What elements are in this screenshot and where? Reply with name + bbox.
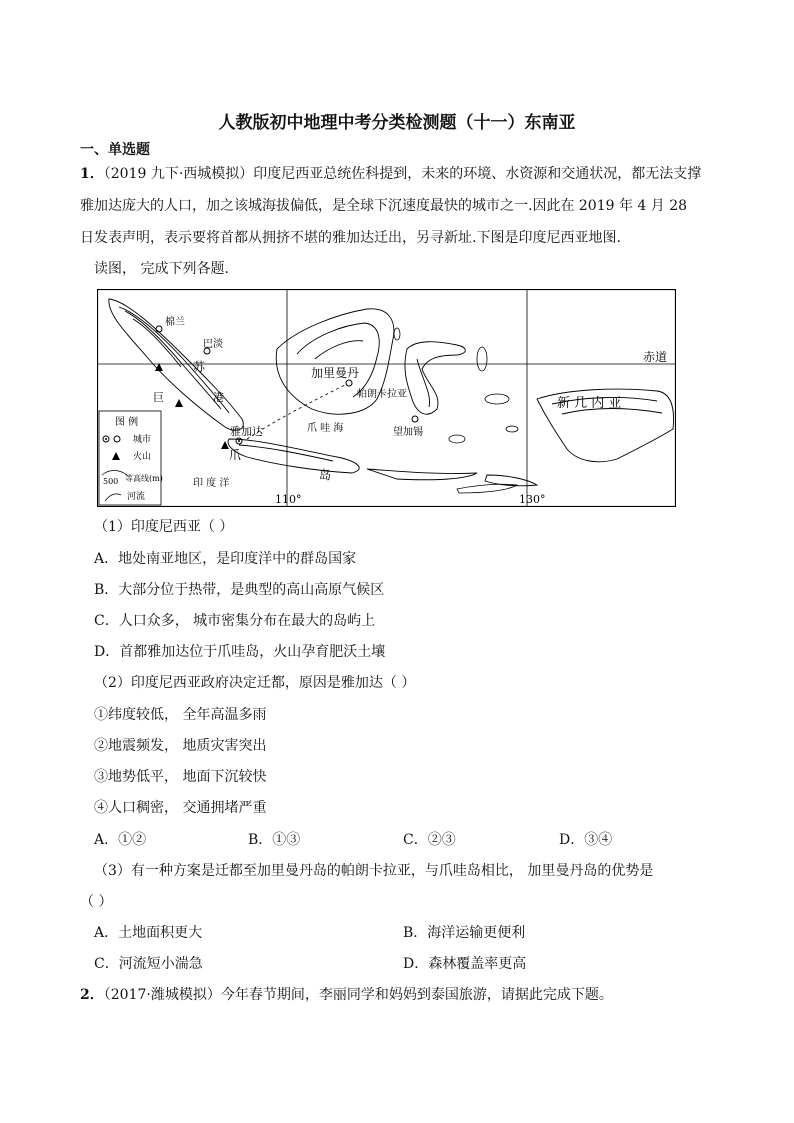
legend-contour-value: 500: [103, 477, 119, 486]
option-2c: C．②③: [403, 832, 456, 848]
sub-question-2-stem: （2）印度尼西亚政府决定迁都，原因是雅加达（ ）: [94, 675, 416, 691]
question-number: 2．: [80, 987, 104, 1003]
sumatra-su-label: 苏: [193, 360, 206, 374]
statement-3: ③地势低平， 地面下沉较快: [94, 769, 267, 785]
legend-contour-label: 等高线(m): [125, 474, 163, 483]
statement-4: ④人口稠密， 交通拥堵严重: [94, 800, 267, 816]
option-2b: B．①③: [248, 832, 301, 848]
question-text: 今年春节期间，李丽同学和妈妈到泰国旅游，请据此完成下题。: [220, 987, 613, 1003]
question-source: （2017·潍城模拟）: [103, 987, 221, 1003]
question-intro: 印度尼西亚总统佐科提到，未来的环境、水资源和交通状况，都无法支撑: [253, 166, 702, 182]
option-2d: D．③④: [559, 832, 613, 848]
new-guinea-label: 新 几 内 亚: [557, 396, 622, 411]
java-dao-label: 岛: [319, 468, 332, 482]
question-number: 1．: [80, 166, 104, 182]
sub-question-1-stem: （1）印度尼西亚（ ）: [94, 519, 234, 535]
java-zhua-label: 爪: [229, 448, 242, 462]
medan-label: 棉兰: [165, 317, 185, 328]
page-title: 人教版初中地理中考分类检测题（十一）东南亚: [218, 113, 576, 133]
java-sea-label: 爪 哇 海: [307, 423, 344, 434]
statement-1: ①纬度较低， 全年高温多雨: [94, 707, 267, 723]
option-1d: D．首都雅加达位于爪哇岛，火山孕育肥沃土壤: [94, 644, 386, 660]
kalimantan-label: 加里曼丹: [311, 366, 360, 380]
question-2-line: [80, 985, 613, 1005]
question-source: （2019 九下·西城模拟）: [103, 166, 254, 182]
legend-title: 图 例: [115, 417, 139, 428]
palangkaraya-label: 帕朗卡拉亚: [357, 389, 407, 400]
sub-question-3-blank: （ ）: [80, 894, 113, 910]
question-1-line-4: 读图， 完成下列各题.: [94, 261, 229, 277]
sumatra-gang-label: 港: [213, 391, 224, 404]
question-1-line-1: [80, 164, 701, 184]
option-3c: C．河流短小湍急: [94, 956, 203, 972]
sub-question-3-stem: （3）有一种方案是迁都至加里曼丹岛的帕朗卡拉亚，与爪哇岛相比， 加里曼丹岛的优势是: [94, 863, 654, 879]
option-1a: A．地处南亚地区，是印度洋中的群岛国家: [94, 551, 357, 567]
makassar-label: 望加锡: [393, 427, 423, 438]
equator-label: 赤道: [643, 350, 668, 364]
option-3b: B．海洋运输更便利: [403, 925, 526, 941]
option-3d: D．森林覆盖率更高: [403, 956, 527, 972]
map-legend: [99, 411, 163, 505]
question-1-line-3: 日发表声明，表示要将首都从拥挤不堪的雅加达迁出，另寻新址.下图是印度尼西亚地图.: [80, 230, 621, 246]
option-3a: A．土地面积更大: [94, 925, 203, 941]
sumatra-ju-label: 巨: [153, 391, 164, 404]
option-1c: C．人口众多， 城市密集分布在最大的岛屿上: [94, 613, 376, 629]
longitude-130-label: 130°: [519, 493, 546, 506]
legend-volcano-label: 火山: [133, 452, 152, 462]
section-heading: 一、单选题: [80, 142, 150, 158]
legend-city-label: 城市: [133, 435, 152, 445]
indian-ocean-label: 印 度 洋: [193, 478, 230, 489]
option-2a: A．①②: [94, 832, 147, 848]
question-1-line-2: 雅加达庞大的人口，加之该城海拔偏低，是全球下沉速度最快的城市之一.因此在 2019 年 4 月 28: [80, 198, 688, 214]
longitude-110-label: 110°: [275, 493, 302, 506]
legend-river-label: 河流: [127, 492, 146, 502]
batam-label: 巴淡: [203, 339, 223, 350]
indonesia-map: [97, 289, 676, 507]
jakarta-label: 雅加达: [230, 425, 263, 438]
statement-2: ②地震频发， 地质灾害突出: [94, 738, 267, 754]
option-1b: B．大部分位于热带，是典型的高山高原气候区: [94, 582, 385, 598]
